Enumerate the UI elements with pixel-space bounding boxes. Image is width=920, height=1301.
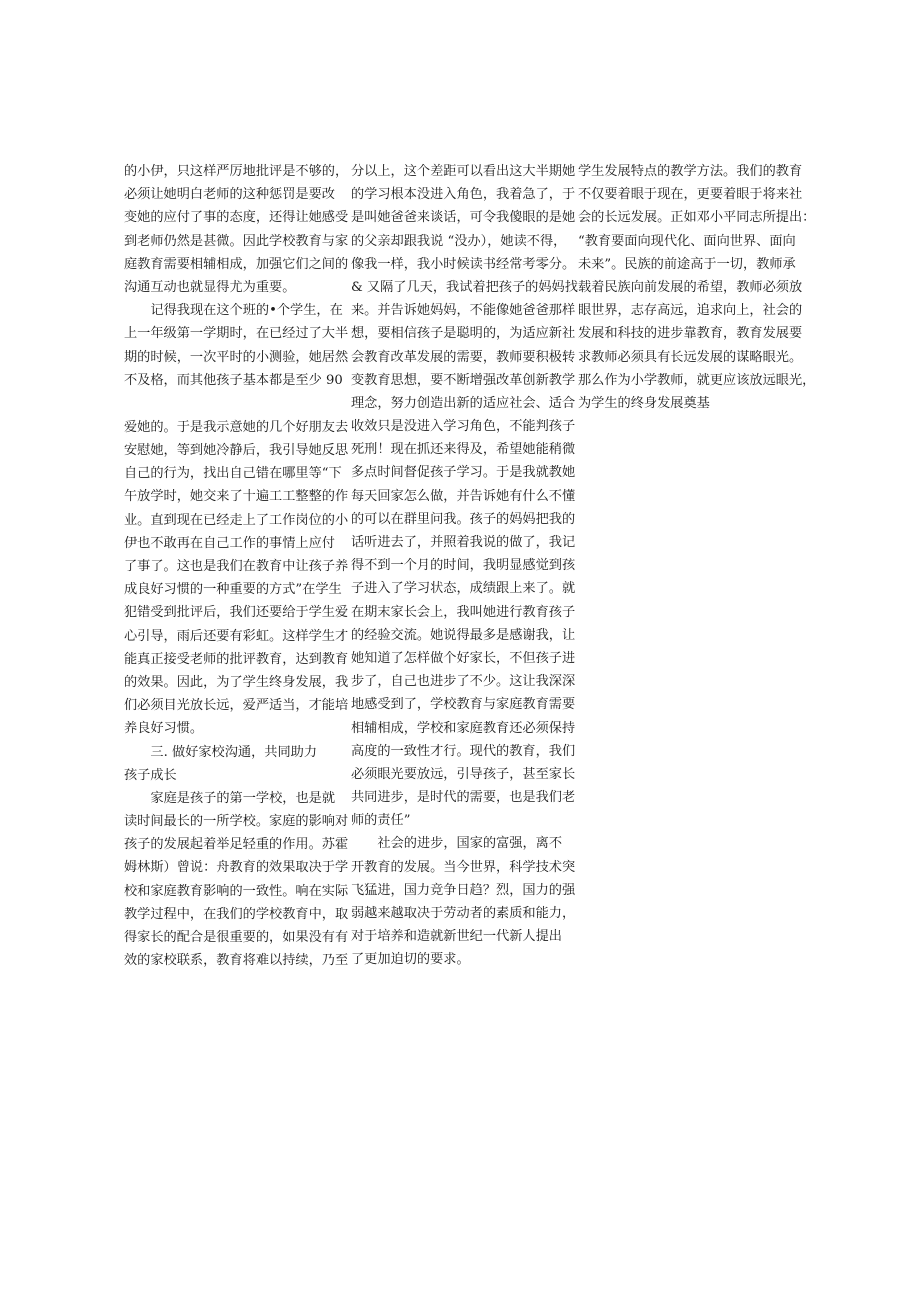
- text-line: 了更加迫切的要求。: [351, 952, 470, 968]
- text-line: 载着民族向前发展的希望，教师必须放: [578, 279, 803, 295]
- text-line: 分以上，这个差距可以看出这大半期她: [351, 164, 576, 179]
- text-line: 读时间最长的一所学校。家庭的影响对: [124, 814, 349, 830]
- text-line: 伊也不敢再在自己工作的事情上应付: [124, 535, 335, 551]
- text-line: 想，要相信孩子是聪明的，为适应新社: [351, 326, 576, 342]
- text-line: 校和家庭教育影响的一致性。响在实际: [124, 883, 349, 899]
- text-line: 的学习根本没进入角色，我着急了，于: [351, 187, 576, 203]
- text-line: 死刑！现在抓还来得及，希望她能稍微: [351, 442, 576, 458]
- text-column-middle: [351, 160, 578, 972]
- text-line: 发展和科技的进步靠教育，教育发展要: [578, 326, 803, 342]
- text-column-right: [578, 160, 816, 415]
- text-line: 会的长远发展。正如邓小平同志所提出：: [578, 210, 816, 226]
- text-line: 的小伊，只这样严厉地批评是不够的，: [124, 164, 349, 179]
- text-line: 变教育思想，要不断增强改革创新教学: [351, 372, 576, 388]
- text-line: 期的时候，一次平时的小测验，她居然: [124, 349, 349, 365]
- text-line: 会教育改革发展的需要，教师要积极转: [351, 349, 576, 365]
- text-line: 对于培养和造就新世纪一代新人提出: [351, 929, 562, 945]
- text-line: 像我一样，我小时候读书经常考零分。: [351, 256, 576, 272]
- text-line: 弱越来越取决于劳动者的素质和能力，: [351, 906, 576, 921]
- text-line: 求教师必须具有长远发展的谋略眼光。: [578, 349, 803, 365]
- text-line: 到老师仍然是甚微。因此学校教育与家: [124, 233, 349, 249]
- text-line: 高度的一致性才行。现代的教育，我们: [351, 743, 576, 759]
- text-line: 来。并告诉她妈妈，不能像她爸爸那样: [351, 303, 576, 319]
- text-line: 步了，自己也进步了不少。这让我深深: [351, 674, 576, 690]
- text-line: 共同进步，是时代的需要，也是我们老: [351, 790, 576, 806]
- text-line: 社会的进步，国家的富强，离不: [377, 836, 563, 852]
- text-line: 了事了。这也是我们在教育中让孩子养: [124, 559, 349, 574]
- text-line: 相辅相成，学校和家庭教育还必须保持: [351, 720, 576, 736]
- text-line: 自己的行为，找出自己错在哪里等“下: [124, 466, 342, 482]
- text-line: 多点时间督促孩子学习。于是我就教她: [351, 465, 576, 481]
- text-line: 成良好习惯的一种重要的方式”在学生: [124, 582, 342, 598]
- text-line: 不仅要着眼于现在，更要着眼于将来社: [578, 187, 803, 203]
- text-line: 三. 做好家校沟通，共同助力: [150, 744, 318, 760]
- text-line: 必须眼光要放远，引导孩子，甚至家长: [351, 766, 576, 782]
- text-line: 子进入了学习状态，成绩跟上来了。就: [351, 581, 576, 597]
- text-line: 在期末家长会上，我叫她进行教育孩子: [351, 604, 576, 620]
- text-line: 变她的应付了事的态度，还得让她感受: [124, 210, 349, 226]
- text-line: 姆林斯）曾说：舟教育的效果取决于学: [124, 860, 349, 876]
- text-line: 家庭是孩子的第一学校，也是就: [150, 790, 336, 806]
- text-line: 得家长的配合是很重要的，如果没有有: [124, 930, 349, 945]
- text-line: 上一年级第一学期时，在已经过了大半: [124, 326, 349, 342]
- text-line: 沟通互动也就显得尤为重要。: [124, 279, 296, 295]
- text-line: 孩子的发展起着举足轻重的作用。苏霍: [124, 837, 349, 853]
- text-line: 未来”。民族的前途高于一切，教师承: [578, 256, 796, 272]
- text-line: 她知道了怎样做个好家长，不但孩子进: [351, 650, 576, 666]
- text-line: 的经验交流。她说得最多是感谢我，让: [351, 627, 576, 643]
- text-line: 安慰她，等到她冷静后，我引导她反思: [124, 443, 349, 459]
- text-line: 的父亲却跟我说 “没办），她读不得，: [351, 233, 567, 249]
- text-line: 犯错受到批评后，我们还要给于学生爱: [124, 605, 349, 621]
- text-line: 话听进去了，并照着我说的做了，我记: [351, 535, 576, 550]
- text-line: & 又隔了几天，我试着把孩子的妈妈找: [351, 279, 578, 295]
- text-line: 教学过程中，在我们的学校教育中，取: [124, 906, 349, 922]
- text-line: 的可以在群里问我。孩子的妈妈把我的: [351, 511, 576, 527]
- text-line: 孩子成长: [124, 767, 177, 783]
- text-line: “教育要面向现代化、面向世界、面向: [578, 233, 796, 249]
- text-line: 养良好习惯。: [124, 721, 204, 737]
- text-line: 地感受到了，学校教育与家庭教育需要: [351, 697, 576, 713]
- text-line: 理念，努力创造出新的适应社会、适合: [351, 395, 576, 411]
- text-line: 每天回家怎么做，并告诉她有什么不懂: [351, 488, 576, 504]
- text-column-left: [124, 160, 349, 972]
- text-line: 不及格，而其他孩子基本都是至少 90: [124, 372, 343, 388]
- text-line: 午放学时，她交来了十遍工工整整的作: [124, 489, 349, 505]
- text-line: 眼世界，志存高远，追求向上，社会的: [578, 303, 803, 319]
- text-line: 收效只是没进入学习角色，不能判孩子: [351, 419, 576, 435]
- text-line: 飞猛进，国力竞争日趋？烈，国力的强: [351, 882, 576, 898]
- text-line: 学生发展特点的教学方法。我们的教育: [578, 164, 803, 179]
- text-line: 的效果。因此，为了学生终身发展，我: [124, 674, 349, 690]
- text-line: 是叫她爸爸来谈话，可令我傻眼的是她: [351, 210, 576, 226]
- text-line: 们必须目光放长远，爱严适当，才能培: [124, 698, 349, 714]
- text-line: 效的家校联系，教育将难以持续，乃至: [124, 953, 349, 969]
- text-line: 心引导，雨后还要有彩虹。这样学生才: [124, 628, 349, 644]
- text-line: 得不到一个月的时间，我明显感觉到孩: [351, 558, 576, 574]
- text-line: [124, 392, 346, 416]
- text-line: 能真正接受老师的批评教育，达到教育: [124, 651, 349, 667]
- text-line: 那么作为小学教师，就更应该放远眼光，: [578, 372, 816, 388]
- text-line: 开教育的发展。当今世界，科学技术突: [351, 859, 576, 875]
- text-line: 为学生的终身发展奠基: [578, 395, 710, 411]
- text-line: 必须让她明白老师的这种惩罚是要改: [124, 187, 335, 203]
- text-line: 爱她的。于是我示意她的几个好朋友去: [124, 419, 349, 435]
- text-line: 记得我现在这个班的•个学生，在: [150, 303, 343, 319]
- text-line: 庭教育需要相辅相成，加强它们之间的: [124, 256, 349, 272]
- text-line: 师的责任”: [351, 813, 411, 829]
- text-line: 业。直到现在已经走上了工作岗位的小: [124, 512, 349, 528]
